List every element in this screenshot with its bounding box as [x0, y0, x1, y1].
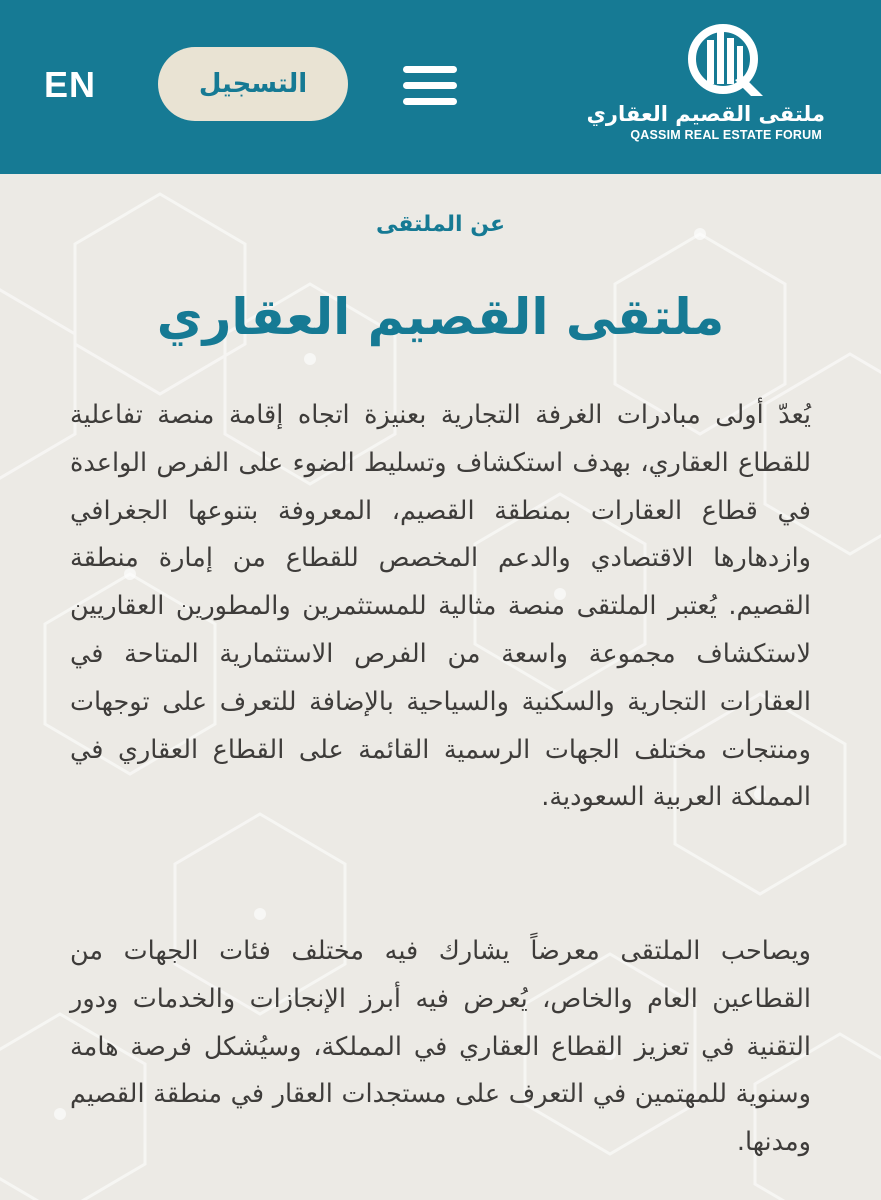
hamburger-menu-icon[interactable]: [403, 66, 457, 106]
register-button[interactable]: التسجيل: [158, 47, 348, 121]
logo-building-icon: [685, 22, 767, 98]
site-header: [0, 0, 881, 174]
section-kicker: عن الملتقى: [375, 212, 506, 237]
logo-name-english: QASSIM REAL ESTATE FORUM: [630, 128, 822, 142]
about-paragraph-2: ويصاحب الملتقى معرضاً يشارك فيه مختلف فئات الجهات من القطاعين العام والخاص، يُعرض فيه أبرز الإنجازات والخدمات ودور التقنية في تعزيز القطاع العقاري في المملكة، وسيُشكل فرصة هامة وسنوية للمهتمين في التعرف على مستجدات العقار في منطقة القصيم ومدنها.: [70, 936, 811, 1158]
site-logo[interactable]: [586, 22, 825, 147]
language-toggle-en[interactable]: EN: [44, 64, 97, 105]
page-title: ملتقى القصيم العقاري: [156, 288, 725, 346]
about-paragraph-1: يُعدّ أولى مبادرات الغرفة التجارية بعنيزة اتجاه إقامة منصة تفاعلية للقطاع العقاري، بهدف استكشاف وتسليط الضوء على الفرص الواعدة في قطاع العقارات بمنطقة القصيم، المعروفة بتنوعها الجغرافي وازدهارها الاقتصادي والدعم المخصص للقطاع من إمارة منطقة القصيم. يُعتبر الملتقى منصة مثالية للمستثمرين والمطورين العقاريين لاستكشاف مجموعة واسعة من الفرص الاستثمارية المتاحة في العقارات التجارية والسكنية والسياحية بالإضافة للتعرف على توجهات ومنتجات مختلف الجهات الرسمية القائمة على القطاع العقاري في المملكة العربية السعودية.: [70, 400, 811, 813]
logo-name-arabic: ملتقى القصيم العقاري: [586, 102, 825, 126]
